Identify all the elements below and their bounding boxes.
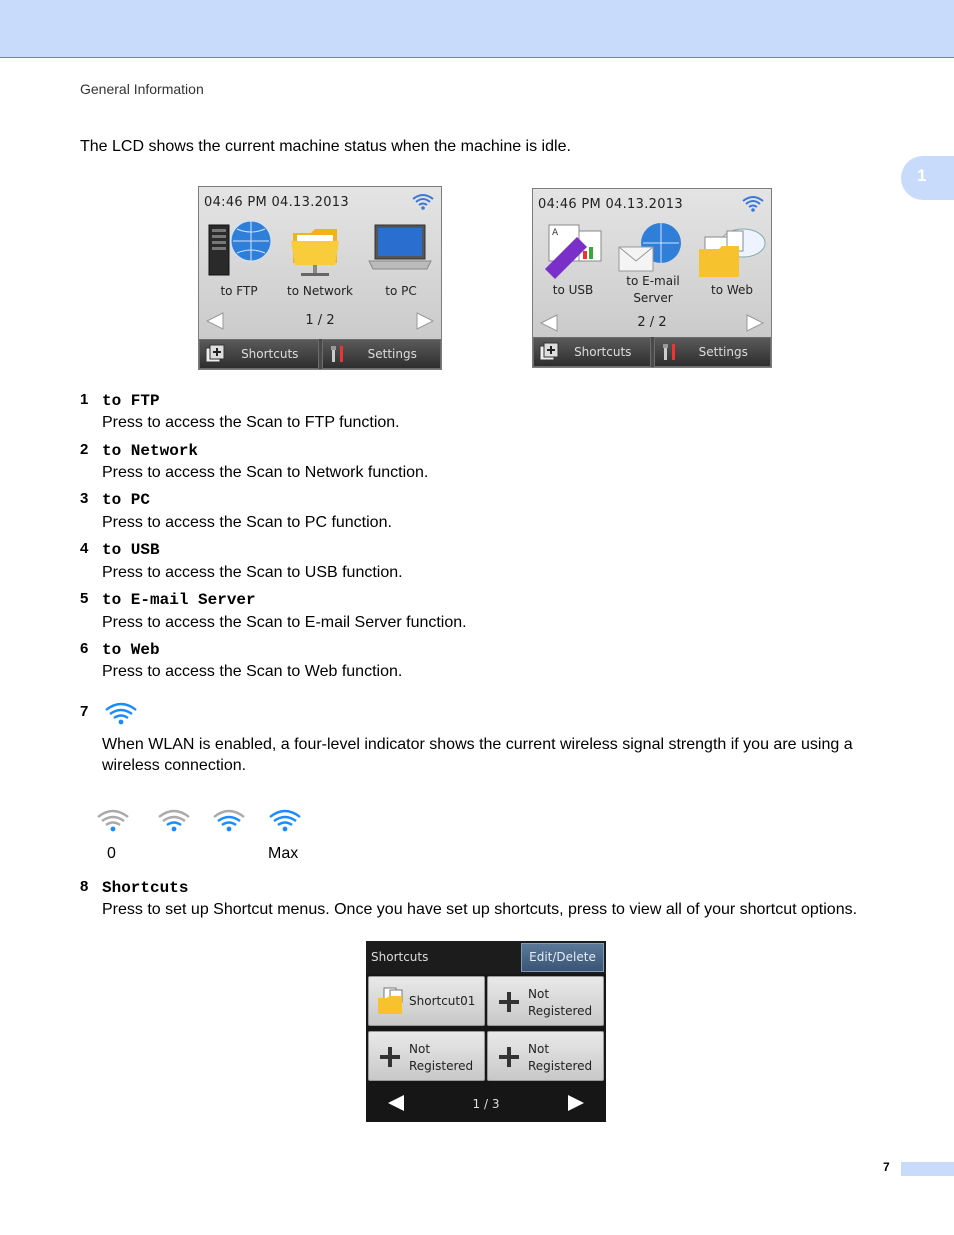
item-number: 3 — [80, 490, 89, 507]
lcd-screen-2 — [532, 188, 772, 368]
edit-delete-button[interactable]: Edit/Delete — [521, 943, 604, 972]
plus-icon — [378, 1045, 402, 1069]
header-band — [0, 0, 954, 58]
item-description: Press to access the Scan to FTP function. — [102, 414, 400, 431]
scale-max-label: Max — [268, 845, 299, 862]
wifi-level-0-icon — [96, 808, 130, 834]
shortcuts-button[interactable] — [199, 339, 319, 369]
settings-label: Settings — [367, 347, 417, 361]
tools-icon — [659, 342, 681, 362]
item-number: 5 — [80, 590, 89, 607]
lcd-bottom-bar — [199, 339, 441, 369]
shortcuts-title: Shortcuts — [371, 950, 429, 964]
lcd-label-email[interactable] — [613, 273, 693, 307]
item-title: to E-mail Server — [102, 591, 256, 609]
item-description: Press to access the Scan to Network function. — [102, 464, 429, 481]
item-number: 8 — [80, 878, 89, 895]
registered-label: Registered — [528, 1004, 593, 1018]
plus-icon — [497, 1045, 521, 1069]
lcd-page-indicator: 1 / 2 — [305, 313, 335, 328]
shortcuts-page-indicator: 1 / 3 — [472, 1097, 500, 1111]
wlan-description: When WLAN is enabled, a four-level indicator shows the current wireless signal strength if you are using a wireless connection. — [102, 736, 853, 774]
settings-button[interactable] — [654, 337, 772, 367]
wifi-level-1-icon — [157, 808, 191, 834]
lcd-label-pc[interactable]: to PC — [385, 284, 417, 298]
registered-label: Registered — [409, 1059, 474, 1073]
lcd-time: 04:46 PM 04.13.2013 — [538, 197, 683, 212]
shortcuts-screen — [366, 941, 606, 1122]
shortcuts-icon — [538, 342, 560, 362]
shortcuts-icon — [204, 344, 226, 364]
item-number: 1 — [80, 391, 89, 408]
network-folder-icon[interactable] — [285, 219, 355, 279]
item-description: Press to access the Scan to Web function. — [102, 663, 403, 680]
right-arrow-icon[interactable] — [745, 313, 765, 333]
not-label: Not — [528, 1042, 550, 1056]
chapter-tab: 1 — [901, 156, 954, 200]
lcd-page-indicator: 2 / 2 — [637, 315, 667, 330]
shortcut-tile-empty[interactable] — [487, 976, 604, 1026]
shortcut-tile-label: Shortcut01 — [409, 994, 476, 1008]
not-label: Not — [409, 1042, 431, 1056]
item-description: Press to access the Scan to PC function. — [102, 514, 392, 531]
wifi-icon[interactable] — [741, 194, 765, 214]
wifi-level-max-icon — [268, 808, 302, 834]
shortcut-tile-empty[interactable] — [368, 1031, 485, 1081]
email-server-icon[interactable] — [617, 221, 687, 281]
item-number: 4 — [80, 540, 89, 557]
lcd-label-email-line1: to E-mail — [626, 274, 680, 288]
usb-drive-icon[interactable] — [539, 221, 609, 281]
shortcuts-button[interactable] — [533, 337, 651, 367]
shortcuts-label: Shortcuts — [241, 347, 299, 361]
folder-icon — [376, 986, 406, 1016]
shortcut-tile-empty[interactable] — [487, 1031, 604, 1081]
right-arrow-icon[interactable] — [415, 311, 435, 331]
scale-min-label: 0 — [107, 845, 116, 862]
web-cloud-icon[interactable] — [697, 221, 767, 281]
item-number: 2 — [80, 441, 89, 458]
item-title: Shortcuts — [102, 879, 189, 897]
item-title: to PC — [102, 491, 151, 509]
not-label: Not — [528, 987, 550, 1001]
ftp-server-icon[interactable] — [205, 219, 275, 279]
settings-button[interactable] — [322, 339, 442, 369]
page-number: 7 — [883, 1160, 890, 1174]
plus-icon — [497, 990, 521, 1014]
shortcuts-label: Shortcuts — [574, 345, 632, 359]
settings-label: Settings — [698, 345, 748, 359]
intro-text: The LCD shows the current machine status when the machine is idle. — [80, 138, 571, 155]
wifi-icon — [104, 701, 138, 727]
shortcut-tile-01[interactable] — [368, 976, 485, 1026]
lcd-screen-1 — [198, 186, 442, 370]
item-number: 6 — [80, 640, 89, 657]
item-title: to Network — [102, 442, 199, 460]
item-description: Press to access the Scan to USB function. — [102, 564, 403, 581]
registered-label: Registered — [528, 1059, 593, 1073]
lcd-label-usb[interactable]: to USB — [552, 283, 594, 297]
laptop-icon[interactable] — [365, 219, 435, 279]
item-number: 7 — [80, 703, 89, 720]
tools-icon — [327, 344, 349, 364]
lcd-bottom-bar — [533, 337, 771, 367]
lcd-label-network[interactable]: to Network — [287, 284, 353, 298]
footer-band — [901, 1162, 954, 1176]
item-title: to Web — [102, 641, 160, 659]
lcd-time: 04:46 PM 04.13.2013 — [204, 195, 349, 210]
wifi-icon[interactable] — [411, 192, 435, 212]
item-title: to USB — [102, 541, 160, 559]
lcd-label-email-line2: Server — [633, 291, 673, 305]
running-head: General Information — [80, 81, 204, 97]
item-description: Press to set up Shortcut menus. Once you have set up shortcuts, press to view all of your shortcut options. — [102, 901, 858, 918]
item-title: to FTP — [102, 392, 160, 410]
svg-text:A: A — [552, 228, 559, 238]
lcd-label-web[interactable]: to Web — [710, 283, 754, 297]
lcd-label-ftp[interactable]: to FTP — [220, 284, 258, 298]
item-description: Press to access the Scan to E-mail Server function. — [102, 614, 467, 631]
wifi-level-2-icon — [212, 808, 246, 834]
right-arrow-icon[interactable] — [566, 1093, 586, 1113]
